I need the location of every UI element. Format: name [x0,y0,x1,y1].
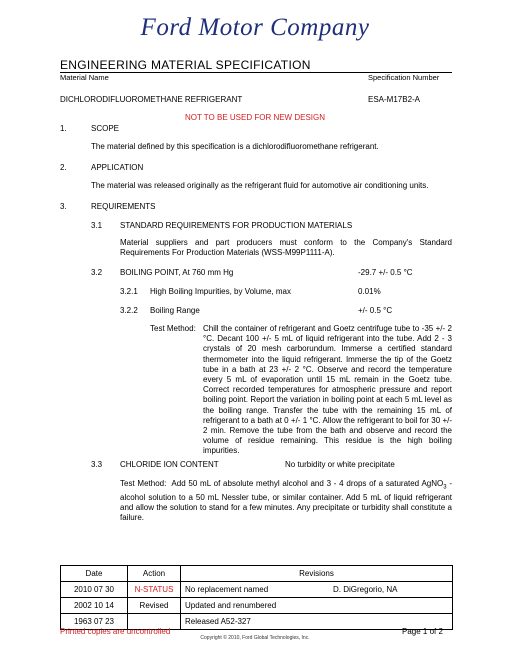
section-3-3-number: 3.3 [91,460,103,469]
section-3-2-1-value: 0.01% [358,287,381,296]
material-name: DICHLORODIFLUOROMETHANE REFRIGERANT [60,95,243,104]
revision-date: 1963 07 23 [61,614,128,630]
revision-date: 2002 10 14 [61,598,128,614]
revision-text: Updated and renumbered [181,598,330,614]
section-3-3-value: No turbidity or white precipitate [285,460,395,469]
header-action: Action [128,566,181,582]
section-3-1-number: 3.1 [91,221,103,230]
section-3-3-title: CHLORIDE ION CONTENT [120,460,219,469]
section-3-2-number: 3.2 [91,268,103,277]
revision-date: 2010 07 30 [61,582,128,598]
test-method-2-subscript: 3 [443,484,447,491]
test-method-1-text: Chill the container of refrigerant and Goetz centrifuge tube to -35 +/- 2 °C. Decant 100 +/- 5 mL of liquid refrigerant into the tube. Add 2 - 3 crystals of 20 mesh carborundum. Immerse a certified standard thermometer into the liquid refrigerant. Immerse the tip of the Goetz tube in a bath at 23 +/- 2 °C. Observe and record the temperature every 5 mL of evaporation until 15 mL remain in the Goetz tube. Correct recorded temperatures for atmospheric pressure and report boiling point. Report the variation in boiling point at each 5 mL level as the boiling range. Transfer the tube with the remaining 15 mL of refrigerant to a bath at 0 +/- 1 °C. Allow the refrigerant to boil for 30 +/- 2 min. Remove the tube from the bath and observe and record the volume of residue remaining. This residue is the high boiling impurities. [203,324,452,456]
revision-table [60,565,453,630]
page-number: Page 1 of 2 [402,627,443,636]
material-name-label: Material Name [60,73,109,82]
section-2-text: The material was released originally as the refrigerant fluid for automotive air conditioning units. [91,181,429,190]
revision-action: Revised [128,598,181,614]
revision-action: N-STATUS [128,582,181,598]
document-title: ENGINEERING MATERIAL SPECIFICATION [60,58,311,72]
section-3-1-text: Material suppliers and part producers must conform to the Company's Standard Requirements For Production Materials (WSS-M99P1111-A). [120,238,452,258]
section-1-text: The material defined by this specification is a dichlorodifluoromethane refrigerant. [91,142,379,151]
section-3-2-2-number: 3.2.2 [120,306,138,315]
test-method-1-label: Test Method: [150,324,196,333]
section-3-2-1-number: 3.2.1 [120,287,138,296]
test-method-2-label: Test Method: [120,479,167,488]
spec-number-label: Specification Number [368,73,440,82]
section-3-2-1-title: High Boiling Impurities, by Volume, max [150,287,291,296]
section-3-title: REQUIREMENTS [91,202,156,211]
revision-text: No replacement named [181,582,330,598]
section-1-number: 1. [60,124,67,133]
revision-header-row [61,566,453,582]
section-2-number: 2. [60,163,67,172]
ford-logo: Ford Motor Company [140,14,370,41]
section-1-title: SCOPE [91,124,120,133]
header-revisions: Revisions [181,566,453,582]
revision-author [329,598,453,614]
revision-row [61,598,453,614]
section-3-1-title: STANDARD REQUIREMENTS FOR PRODUCTION MATERIALS [120,221,353,230]
header-date: Date [61,566,128,582]
uncontrolled-copies-note: Printed copies are uncontrolled [60,627,171,636]
copyright-notice: Copyright © 2010, Ford Global Technologies, Inc. [200,635,310,641]
test-method-2 [120,479,452,523]
section-3-2-2-value: +/- 0.5 °C [358,306,393,315]
revision-text: Released A52-327 [181,614,330,630]
section-2-title: APPLICATION [91,163,144,172]
test-method-2-text-b: - alcohol solution to a 50 mL Nessler tube, or similar container. Add 5 mL of liquid refrigerant and allow the solution to stand for a few minutes. Any precipitate or turbidity shall constitute a failure. [120,479,452,523]
section-3-2-2-title: Boiling Range [150,306,200,315]
revision-row [61,582,453,598]
test-method-2-text-a: Add 50 mL of absolute methyl alcohol and 3 - 4 drops of a saturated AgNO [171,479,444,488]
section-3-2-value: -29.7 +/- 0.5 °C [358,268,413,277]
revision-author: D. DiGregorio, NA [329,582,453,598]
spec-number: ESA-M17B2-A [368,95,421,104]
section-3-number: 3. [60,202,67,211]
not-for-new-design-warning: NOT TO BE USED FOR NEW DESIGN [184,113,326,122]
section-3-2-title: BOILING POINT, At 760 mm Hg [120,268,234,277]
